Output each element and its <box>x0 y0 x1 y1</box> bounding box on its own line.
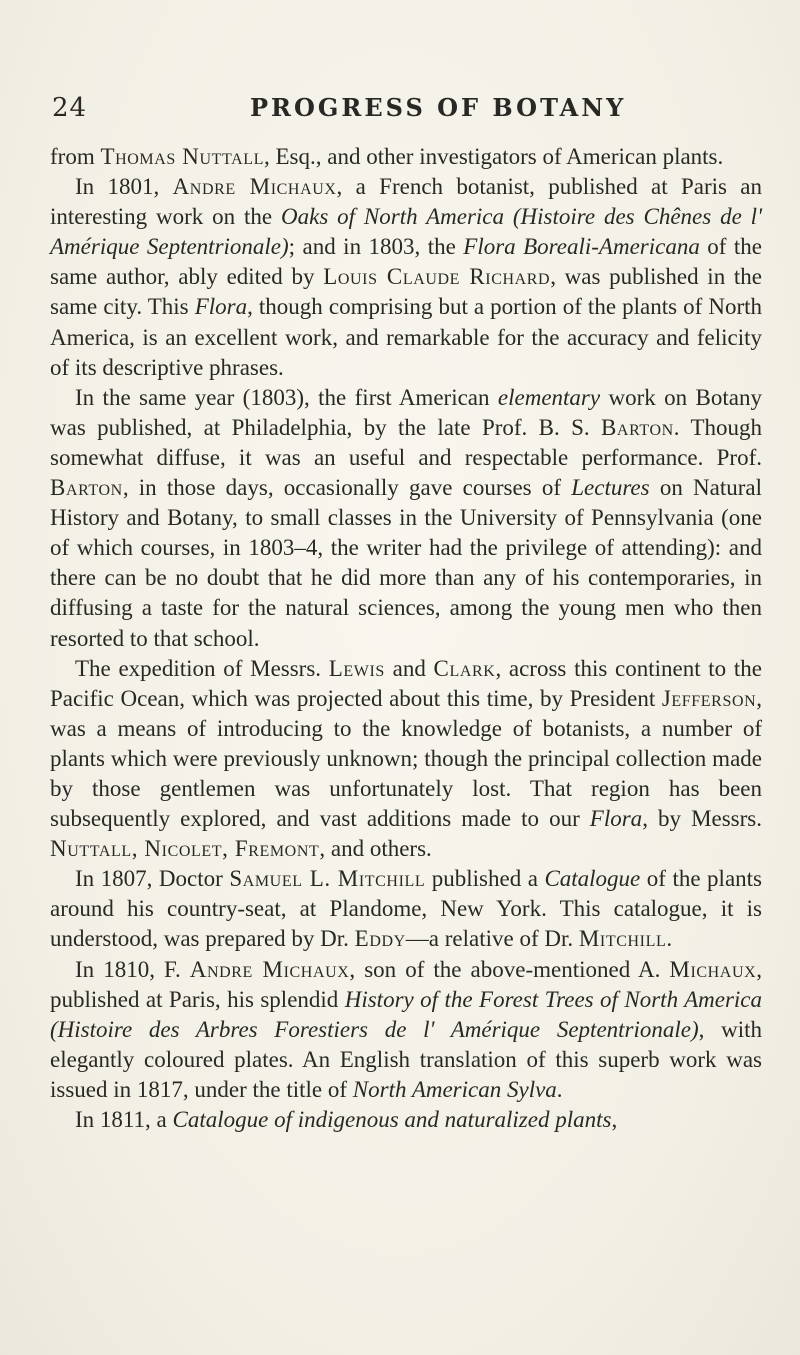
running-title: PROGRESS OF BOTANY <box>250 93 627 122</box>
paragraph-catalogue-1811: In 1811, a Catalogue of indigenous and naturalized plants, <box>75 1107 618 1132</box>
paragraph-michaux-oaks: In 1801, Andre Michaux, a French botanist, published at Paris an interesting work on the Oaks of North America (Histoire des Chênes de l' Amérique Septentrionale); and in 1803, the Flora Boreali-Americana of the same author, ably edited by Louis Claude Richard, was published in the same city. This Flora, though comprising but a portion of the plants of North America, is an excellent work, and remarkable for the accuracy and felicity of its descriptive phrases. <box>50 174 763 380</box>
paragraph-lewis-clark: The expedition of Messrs. Lewis and Clark, across this continent to the Pacific Ocean, which was projected about this time, by President Jefferson, was a means of introducing to the knowledge of botanists, a number of plants which were previously unknown; though the principal collection made by those gentlemen was unfortunately lost. That region has been subsequently explored, and vast additions made to our Flora, by Messrs. Nuttall, Nicolet, Fremont, and others. <box>50 655 762 862</box>
paragraph-barton: In the same year (1803), the first American elementary work on Botany was published, at Philadelphia, by the late Prof. B. S. Barton. Though somewhat diffuse, it was an useful and respectable performance. Prof. Barton, in those days, occasionally gave courses of Lectures on Natural History and Botany, to small classes in the University of Pennsylvania (one of which courses, in 1803–4, the writer had the privilege of attending): and there can be no doubt that he did more than any of his contemporaries, in diffusing a taste for the natural sciences, among the young men who then resorted to that school. <box>50 384 763 651</box>
paragraph-forest-trees: In 1810, F. Andre Michaux, son of the above-mentioned A. Michaux, published at Paris, his splendid History of the Forest Trees of North America (Histoire des Arbres Forestiers de l' Amérique Septentrionale), with elegantly coloured plates. An English translation of this superb work was issued in 1817, under the title of North American Sylva. <box>50 956 763 1102</box>
page-number: 24 <box>52 93 88 123</box>
paragraph-continuation: from Thomas Nuttall, Esq., and other investigators of American plants. <box>50 144 724 169</box>
running-head <box>50 93 740 127</box>
body-text <box>50 142 762 1135</box>
paragraph-mitchill: In 1807, Doctor Samuel L. Mitchill published a Catalogue of the plants around his country-seat, at Plandome, New York. This catalogue, it is understood, was prepared by Dr. Eddy—a relative of Dr. Mitchill. <box>50 866 762 952</box>
